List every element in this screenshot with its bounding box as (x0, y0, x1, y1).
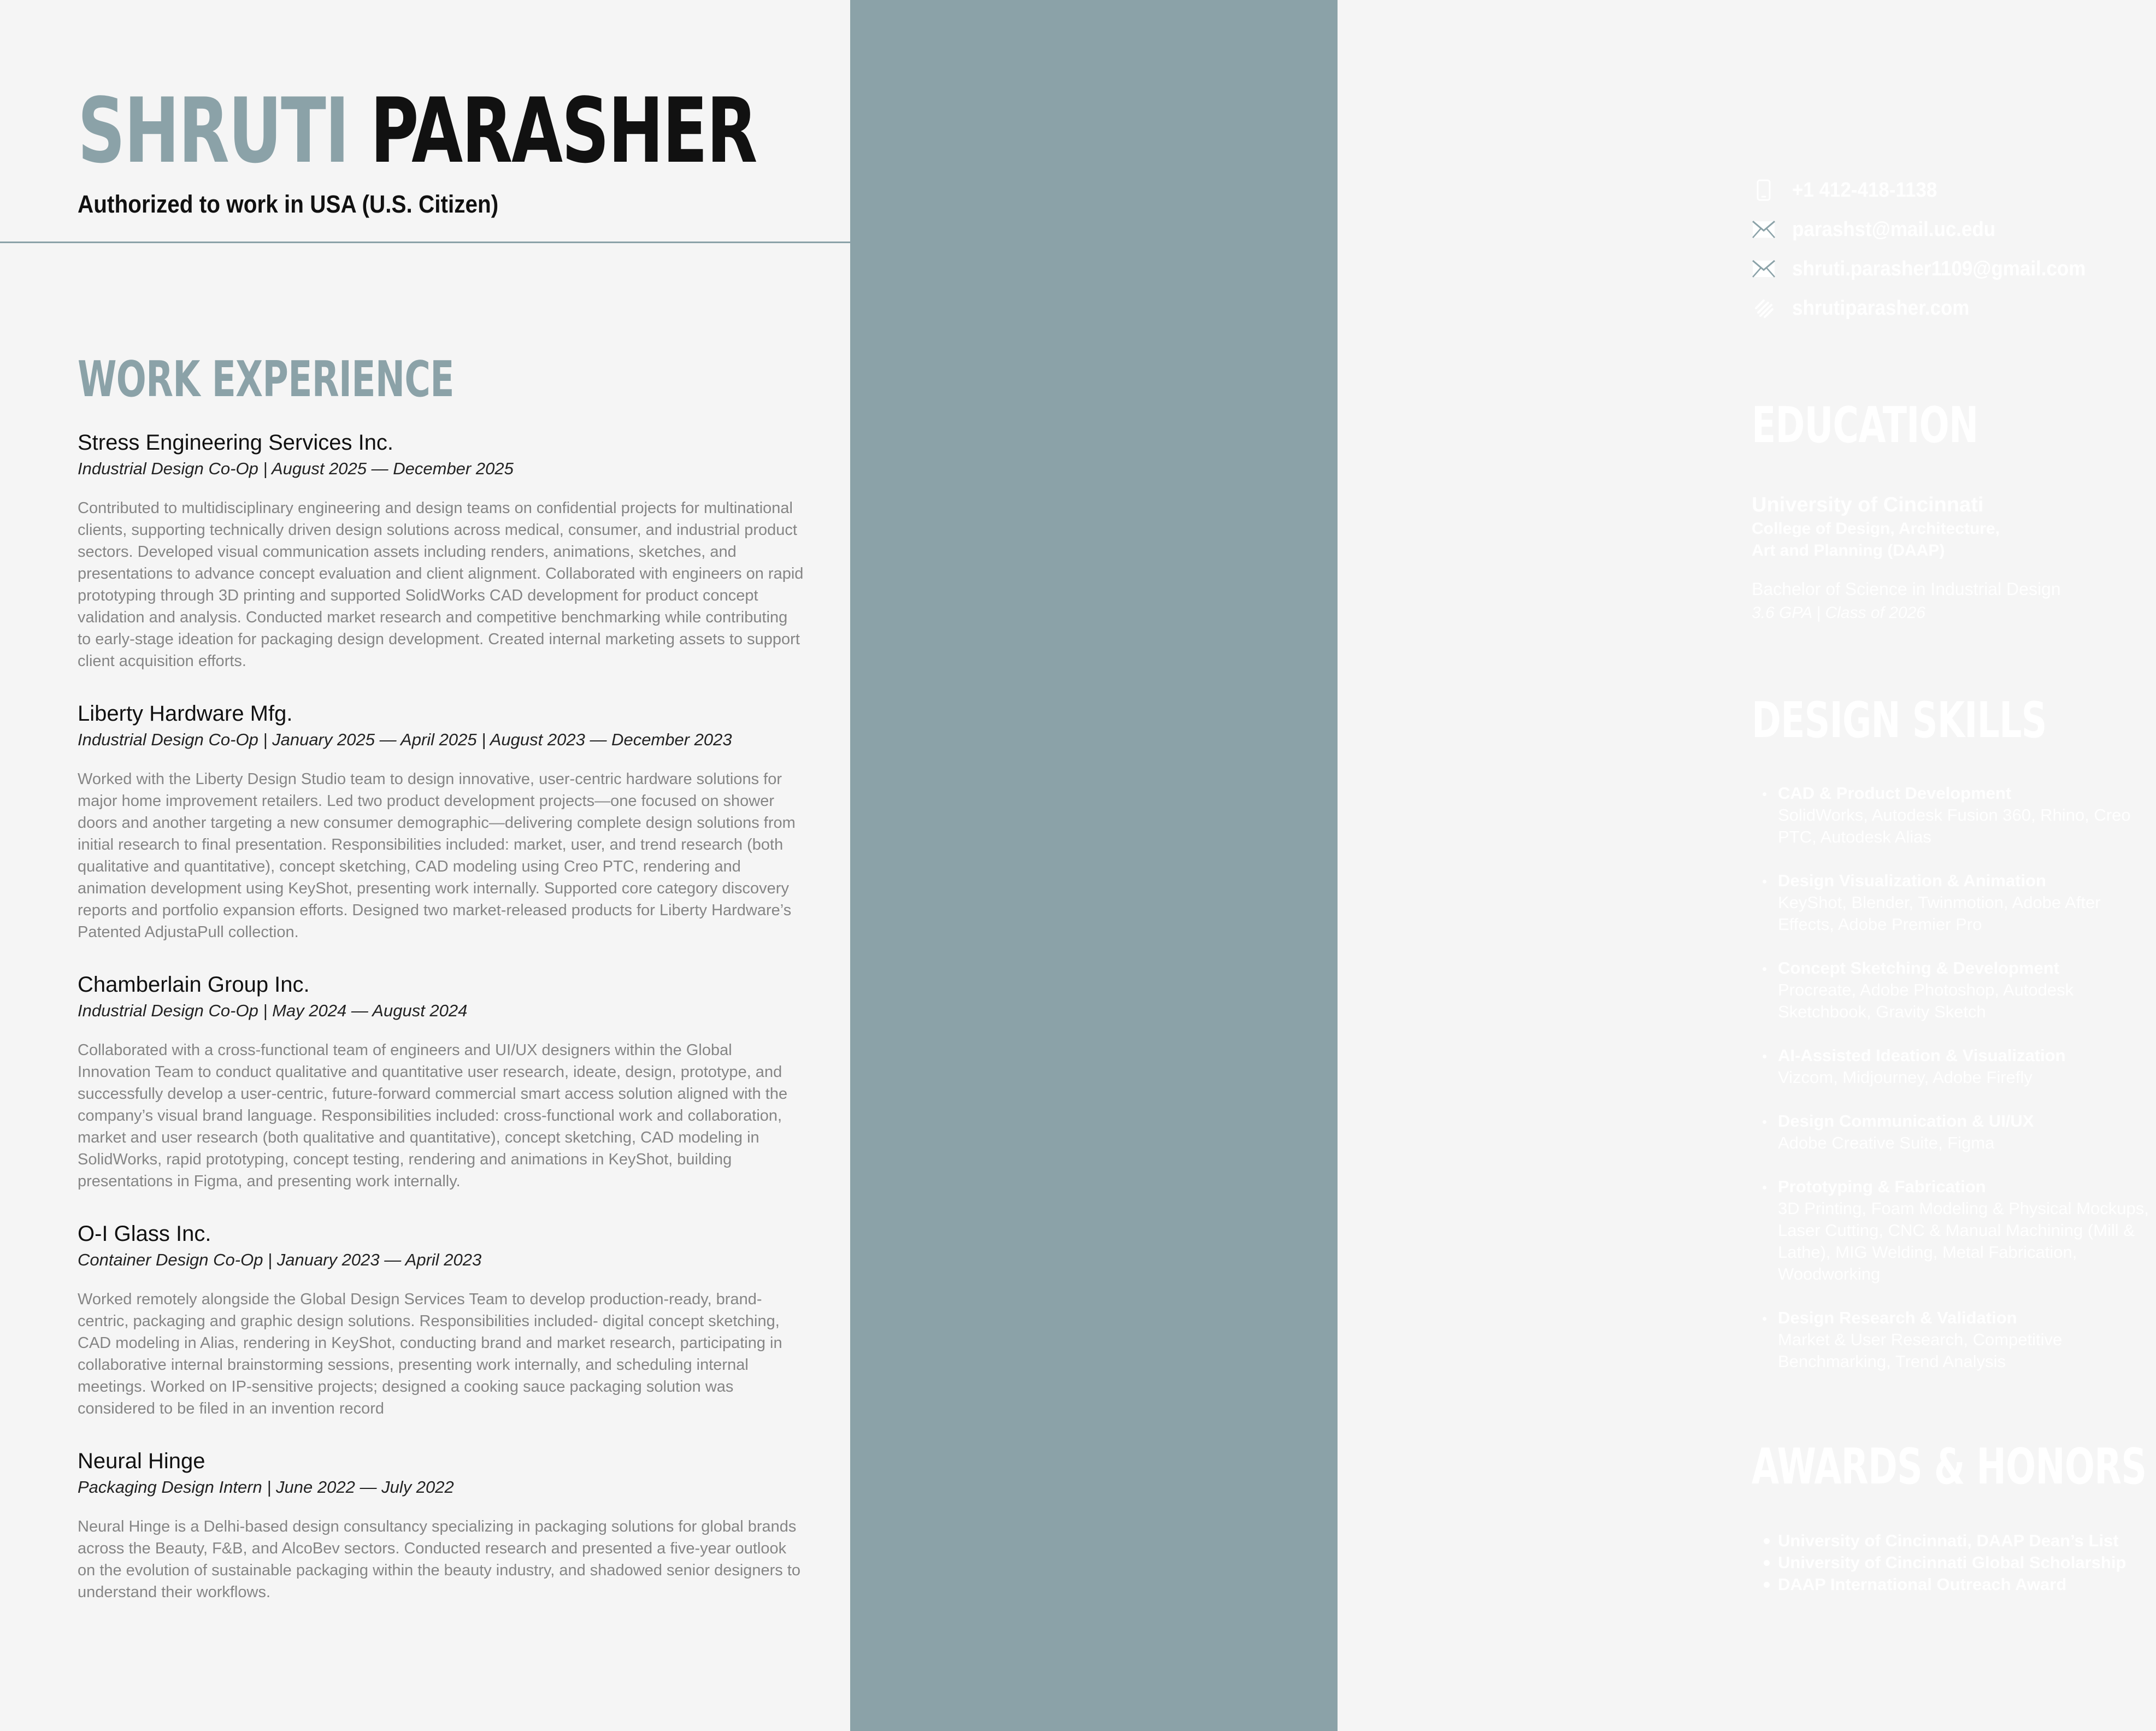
website-icon (1752, 296, 1776, 320)
skill-title: CAD & Product Development (1778, 784, 2012, 803)
website-link[interactable]: shrutiparasher.com (1792, 296, 1970, 320)
work-authorization: Authorized to work in USA (U.S. Citizen) (78, 190, 499, 218)
last-name: PARASHER (370, 79, 757, 183)
skill-tools: Procreate, Adobe Photoshop, Autodesk Sketchbook, Gravity Sketch (1778, 980, 2074, 1021)
job-description: Contributed to multidisciplinary engineering and design teams on confidential projects for multinational clients, supporting technically driven design solutions across medical, consumer, and industrial product sectors. Developed visual communication assets including renders, animations, sketches, and presentations to advance concept evaluation and client alignment. Collaborated with engineers on rapid prototyping through 3D printing and supported SolidWorks CAD development for product concept validation and analysis. Conducted market research and competitive benchmarking while contributing to early-stage ideation for packaging design development. Created internal marketing assets to support client acquisition efforts. (78, 499, 804, 670)
award-item (1752, 1530, 2156, 1552)
skill-item (1752, 1176, 2156, 1285)
job-description: Collaborated with a cross-functional team of engineers and UI/UX designers within the Global Innovation Team to conduct qualitative and quantitative user research, ideate, design, prototype, and successfully develop a user-centric, future-forward commercial smart access solution aligned with the company’s visual brand language. Responsibilities included: cross-functional work and collaboration, market and user research (both qualitative and quantitative), concept sketching, CAD modeling in SolidWorks, rapid prototyping, concept testing, rendering and animations in KeyShot, building presentations in Figma, and presenting work internally. (78, 1041, 788, 1190)
contact-list (1752, 170, 2111, 328)
job-role: Industrial Design Co-Op | January 2025 — April 2025 | August 2023 — December 2023 (78, 730, 732, 749)
bullet-icon (1763, 880, 1766, 884)
phone-icon (1752, 178, 1776, 202)
college-name-line1: College of Design, Architecture, (1752, 520, 2000, 538)
first-name: SHRUTI (78, 79, 349, 183)
university-name: University of Cincinnati (1752, 493, 1984, 516)
award-item (1752, 1552, 2156, 1574)
job-entry (78, 428, 804, 672)
skill-title: Prototyping & Fabrication (1778, 1177, 1986, 1196)
degree: Bachelor of Science in Industrial Design (1752, 579, 2061, 599)
contact-email-school (1752, 210, 2111, 249)
envelope-icon (1752, 257, 1776, 281)
job-company: Stress Engineering Services Inc. (78, 431, 394, 455)
job-role: Packaging Design Intern | June 2022 — July 2022 (78, 1477, 454, 1497)
bullet-icon (1764, 1538, 1770, 1544)
award-text: University of Cincinnati Global Scholarship (1778, 1553, 2126, 1572)
education-block (1752, 492, 2145, 625)
contact-phone (1752, 170, 2111, 210)
awards-heading: AWARDS & HONORS (1752, 1438, 2147, 1496)
skill-item (1752, 957, 2156, 1023)
main-column (0, 0, 850, 1731)
bullet-icon (1763, 792, 1766, 796)
skill-tools: Vizcom, Midjourney, Adobe Firefly (1778, 1068, 2033, 1087)
job-entry (78, 1447, 804, 1603)
education-heading: EDUCATION (1752, 397, 1978, 454)
skills-list (1752, 782, 2156, 1394)
skill-title: AI-Assisted Ideation & Visualization (1778, 1046, 2066, 1065)
job-description: Neural Hinge is a Delhi-based design consultancy specializing in packaging solutions for global brands across the Beauty, F&B, and AlcoBev sectors. Conducted research and presented a five-year outlook on the evolution of sustainable packaging within the beauty industry, and shadowed senior designers to understand their workflows. (78, 1518, 801, 1601)
skill-tools: KeyShot, Blender, Twinmotion, Adobe After Effects, Adobe Premier Pro (1778, 893, 2101, 934)
skill-tools: Adobe Creative Suite, Figma (1778, 1133, 1995, 1152)
skill-title: Design Research & Validation (1778, 1308, 2017, 1327)
gpa-class: 3.6 GPA | Class of 2026 (1752, 604, 1925, 622)
job-role: Container Design Co-Op | January 2023 — April 2023 (78, 1250, 482, 1269)
award-text: DAAP International Outreach Award (1778, 1575, 2067, 1594)
skill-tools: SolidWorks, Autodesk Fusion 360, Rhino, Creo PTC, Autodesk Alias (1778, 805, 2131, 846)
skill-item (1752, 1307, 2156, 1373)
bullet-icon (1764, 1582, 1770, 1588)
envelope-icon (1752, 217, 1776, 242)
header-divider (0, 242, 850, 243)
sidebar (850, 0, 2149, 1731)
college-name-line2: Art and Planning (DAAP) (1752, 541, 1945, 560)
bullet-icon (1763, 1055, 1766, 1058)
phone-number: +1 412-418-1138 (1792, 178, 1937, 202)
job-role: Industrial Design Co-Op | August 2025 — December 2025 (78, 459, 514, 478)
job-entry (78, 699, 804, 943)
bullet-icon (1763, 967, 1766, 971)
job-company: O-I Glass Inc. (78, 1222, 211, 1246)
design-skills-heading: DESIGN SKILLS (1752, 692, 2047, 749)
skill-tools: 3D Printing, Foam Modeling & Physical Mockups, Laser Cutting, CNC & Manual Machining (Mill & Lathe), MIG Welding, Metal Fabrication, Woodworking (1778, 1199, 2149, 1283)
job-description: Worked with the Liberty Design Studio team to design innovative, user-centric hardware solutions for major home improvement retailers. Led two product development projects—one focused on shower doors and another targeting a new consumer demographic—delivering complete design solutions from initial research to final presentation. Responsibilities included: market, user, and trend research (both qualitative and quantitative), concept sketching, CAD modeling using Creo PTC, rendering and animation development using KeyShot, presenting work internally. Supported core category discovery reports and portfolio expansion efforts. Designed two market-released products for Liberty Hardware’s Patented AdjustaPull collection. (78, 770, 796, 941)
award-text: University of Cincinnati, DAAP Dean’s List (1778, 1531, 2119, 1550)
job-company: Neural Hinge (78, 1449, 205, 1473)
bullet-icon (1763, 1186, 1766, 1190)
job-company: Chamberlain Group Inc. (78, 973, 310, 997)
work-experience-heading: WORK EXPERIENCE (78, 351, 454, 408)
bullet-icon (1764, 1560, 1770, 1566)
skill-title: Design Communication & UI/UX (1778, 1111, 2034, 1131)
email-school[interactable]: parashst@mail.uc.edu (1792, 217, 1996, 241)
skill-item (1752, 1110, 2156, 1154)
contact-email-personal (1752, 249, 2111, 288)
job-entry (78, 970, 804, 1192)
bullet-icon (1763, 1120, 1766, 1124)
award-item (1752, 1574, 2156, 1595)
bullet-icon (1763, 1317, 1766, 1321)
job-role: Industrial Design Co-Op | May 2024 — August 2024 (78, 1001, 468, 1020)
job-description: Worked remotely alongside the Global Design Services Team to develop production-ready, brand-centric, packaging and graphic design solutions. Responsibilities included- digital concept sketching, CAD modeling in Alias, rendering in KeyShot, conducting brand and market research, participating in collaborative internal brainstorming sessions, presenting work internally, and scheduling internal meetings. Worked on IP-sensitive projects; designed a cooking sauce packaging solution was considered to be filed in an invention record (78, 1291, 782, 1417)
email-personal[interactable]: shruti.parasher1109@gmail.com (1792, 257, 2086, 280)
job-company: Liberty Hardware Mfg. (78, 702, 293, 726)
skill-item (1752, 782, 2156, 848)
skill-title: Concept Sketching & Development (1778, 958, 2060, 978)
candidate-name (78, 79, 757, 183)
contact-website (1752, 288, 2111, 328)
job-entry (78, 1220, 804, 1420)
skill-title: Design Visualization & Animation (1778, 871, 2046, 890)
work-experience-list (78, 428, 804, 1630)
skill-tools: Market & User Research, Competitive Benchmarking, Trend Analysis (1778, 1330, 2063, 1371)
awards-list (1752, 1530, 2156, 1595)
skill-item (1752, 1045, 2156, 1088)
skill-item (1752, 870, 2156, 935)
